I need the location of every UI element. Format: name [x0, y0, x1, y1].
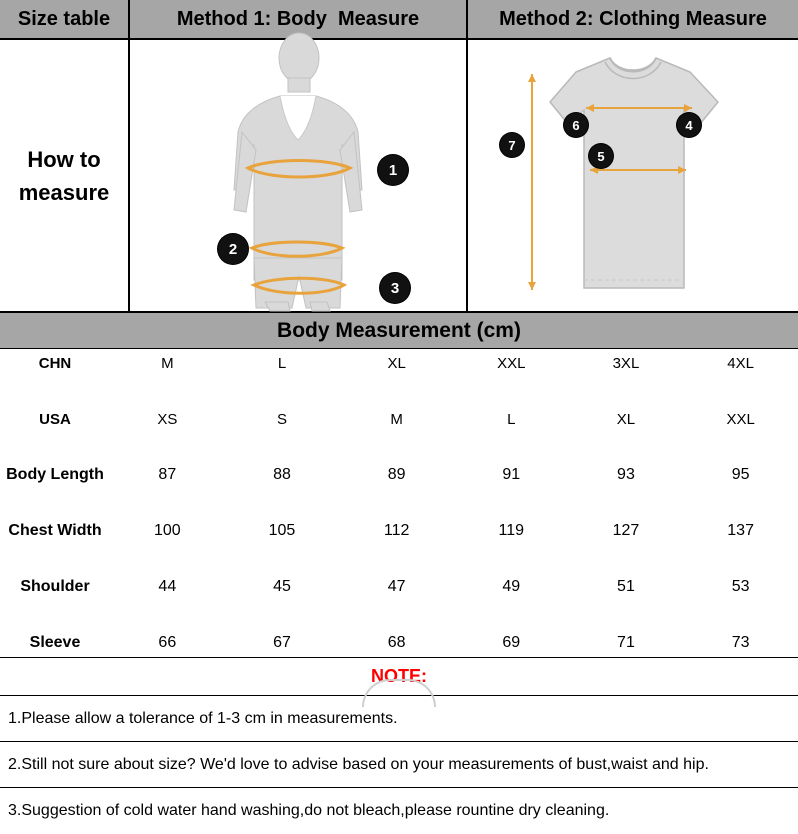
clothing-badge-5: 5: [589, 144, 613, 168]
cell-shoulder-3: 47: [387, 578, 406, 595]
cell-sleeve-6: 73: [731, 634, 750, 651]
table-row-chn: [0, 349, 798, 377]
row-label-chest-width: Chest Width: [8, 522, 102, 539]
table-row-sleeve: [0, 629, 798, 657]
cell-chest-width-3: 112: [383, 522, 410, 539]
cell-body-length-6: 95: [731, 466, 750, 483]
cell-chn-6: 4XL: [727, 354, 754, 372]
cell-shoulder-1: 44: [158, 578, 177, 595]
body-badge-3: 3: [380, 273, 410, 303]
table-row-chest-width: [0, 517, 798, 545]
cell-chest-width-1: 100: [153, 522, 181, 539]
cell-chn-2: L: [277, 354, 287, 372]
cell-chest-width-4: 119: [498, 522, 525, 539]
note-title: NOTE:: [0, 658, 798, 696]
table-row-shoulder: [0, 573, 798, 601]
cell-sleeve-5: 71: [617, 634, 635, 651]
method-2-body: [468, 40, 798, 311]
method-2-column: [468, 0, 798, 311]
row-label-shoulder: Shoulder: [20, 578, 90, 595]
cell-body-length-3: 89: [387, 466, 406, 483]
clothing-badge-4: 4: [677, 113, 701, 137]
clothing-badge-7: 7: [500, 133, 524, 157]
cell-usa-2: S: [276, 410, 287, 428]
cell-chn-4: XXL: [497, 354, 526, 372]
cell-chest-width-2: 105: [268, 522, 296, 539]
method-1-body: [130, 40, 466, 311]
cell-usa-1: XS: [157, 410, 178, 428]
method-1-heading: Method 1: Body Measure: [130, 0, 466, 40]
cell-shoulder-5: 51: [617, 578, 635, 595]
table-separator-4: [0, 545, 798, 573]
row-label-body-length: Body Length: [6, 466, 104, 483]
cell-body-length-5: 93: [617, 466, 635, 483]
table-separator-5: [0, 601, 798, 629]
cell-chest-width-5: 127: [612, 522, 640, 539]
cell-sleeve-2: 67: [273, 634, 291, 651]
note-line-1: 1.Please allow a tolerance of 1-3 cm in measurements.: [0, 696, 798, 742]
size-table: [0, 349, 798, 657]
size-table-column: [0, 0, 130, 311]
row-label-sleeve: Sleeve: [29, 634, 81, 651]
cell-body-length-1: 87: [158, 466, 177, 483]
cell-sleeve-4: 69: [502, 634, 521, 651]
cell-body-length-2: 88: [273, 466, 291, 483]
method-2-heading: Method 2: Clothing Measure: [468, 0, 798, 40]
body-badge-1: 1: [378, 155, 408, 185]
note-line-2: 2.Still not sure about size? We'd love to advise based on your measurements of bust,waist and hip.: [0, 742, 798, 788]
cell-shoulder-2: 45: [273, 578, 291, 595]
table-row-body-length: [0, 461, 798, 489]
cell-sleeve-3: 68: [387, 634, 406, 651]
cell-chn-5: 3XL: [612, 354, 640, 372]
cell-usa-4: L: [507, 410, 516, 428]
how-to-measure-body: [0, 40, 128, 311]
cell-body-length-4: 91: [502, 466, 521, 483]
note-line-3: 3.Suggestion of cold water hand washing,do not bleach,please rountine dry cleaning.: [8, 802, 610, 819]
method-1-column: [130, 0, 468, 311]
cell-sleeve-1: 66: [158, 634, 177, 651]
cell-shoulder-6: 53: [731, 578, 750, 595]
table-separator-2: [0, 433, 798, 461]
cell-usa-3: M: [390, 410, 403, 428]
row-label-usa: USA: [39, 410, 71, 428]
body-measurement-title: Body Measurement (cm): [0, 313, 798, 349]
cell-shoulder-4: 49: [502, 578, 521, 595]
body-badge-2: 2: [218, 234, 248, 264]
table-separator-1: [0, 377, 798, 405]
cell-chest-width-6: 137: [727, 522, 754, 539]
body-measure-illustration: [130, 40, 468, 311]
size-table-heading: Size table: [0, 0, 128, 40]
how-to-measure-text: [0, 143, 128, 209]
table-row-usa: [0, 405, 798, 433]
cell-chn-3: XL: [387, 354, 406, 372]
how-to-line-1: How to: [27, 146, 101, 172]
cell-usa-6: XXL: [726, 410, 755, 428]
how-to-line-2: measure: [18, 179, 110, 205]
cell-usa-5: XL: [616, 410, 636, 428]
row-label-chn: CHN: [38, 354, 72, 372]
table-separator-3: [0, 489, 798, 517]
clothing-badge-6: 6: [564, 113, 588, 137]
cell-chn-1: M: [161, 354, 174, 372]
methods-band: [0, 0, 798, 313]
clothing-measure-illustration: [468, 40, 798, 311]
